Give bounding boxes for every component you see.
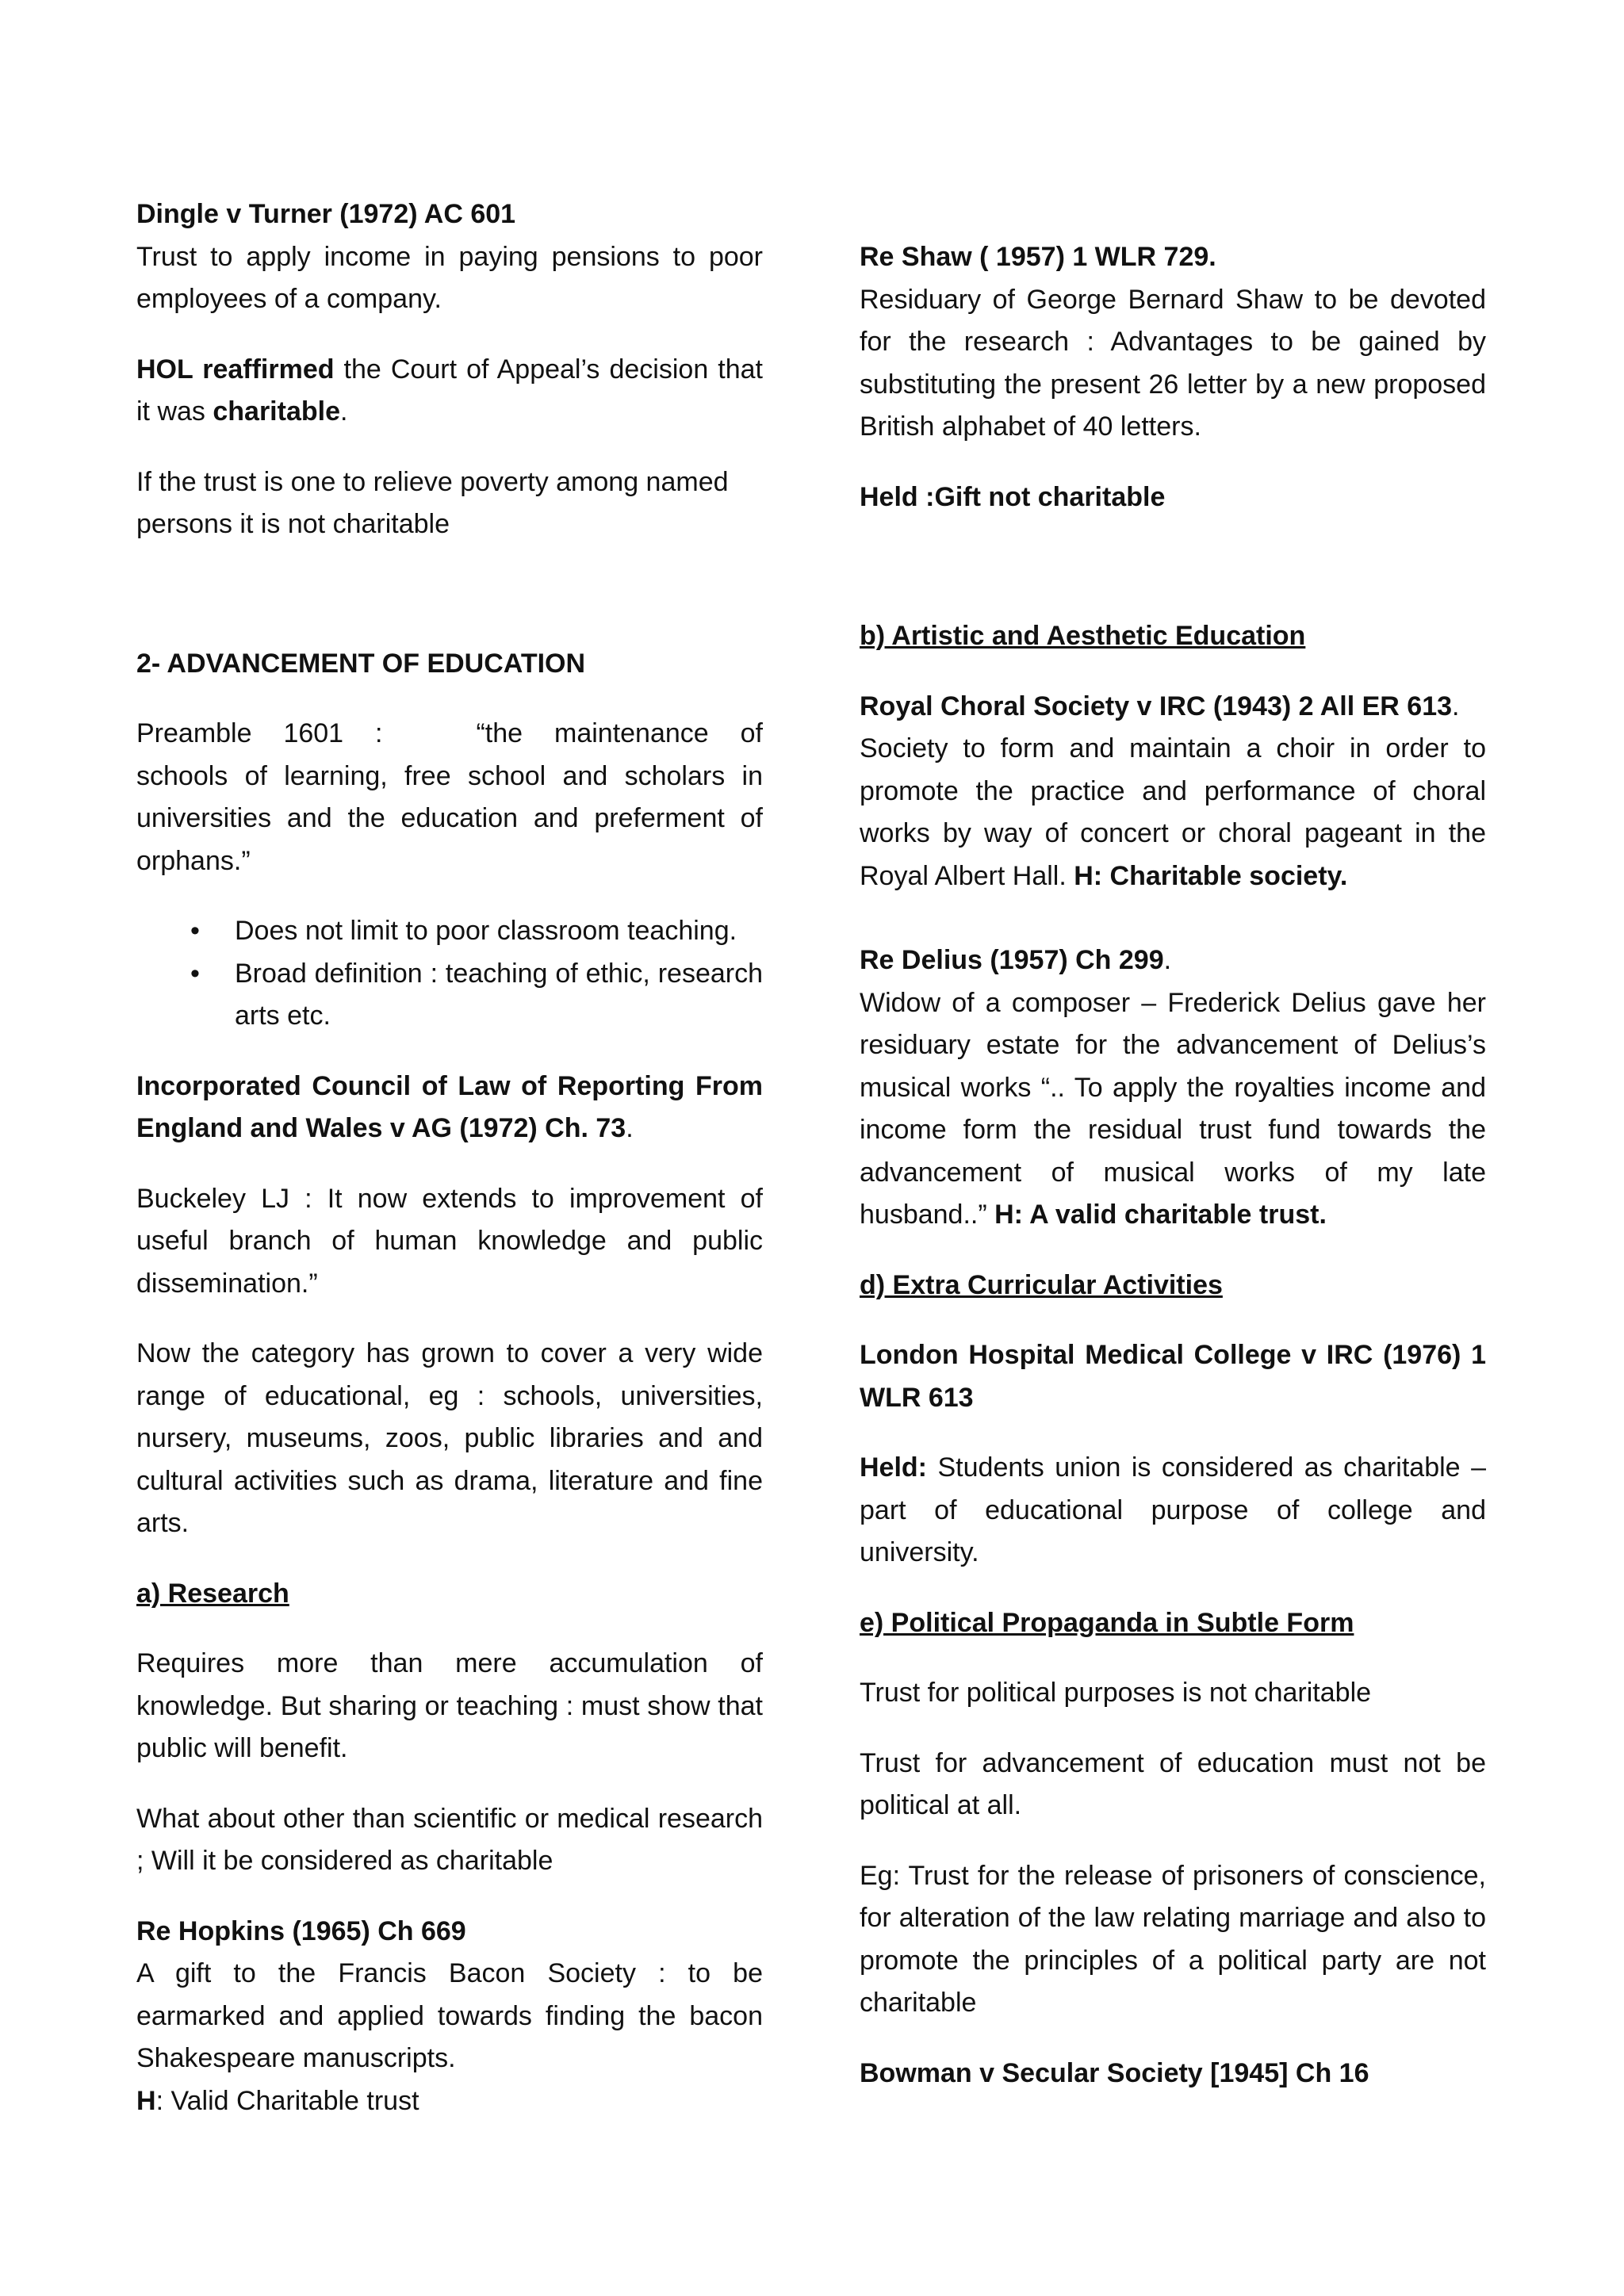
case-title-hopkins: Re Hopkins (1965) Ch 669	[136, 1915, 466, 1946]
hol-paragraph	[136, 349, 763, 434]
council-title-end: .	[626, 1113, 634, 1143]
case-desc-dingle: Trust to apply income in paying pensions to poor employees of a company.	[136, 241, 763, 314]
bullet-item: • Broad definition : teaching of ethic, research arts etc.	[136, 953, 763, 1038]
choral-title-end: .	[1452, 691, 1460, 721]
case-title-council	[136, 1066, 763, 1150]
subheading-research: a) Research	[136, 1578, 289, 1609]
case-desc-choral	[860, 728, 1486, 897]
subheading-extra-curricular: d) Extra Curricular Activities	[860, 1269, 1223, 1300]
choral-title-text: Royal Choral Society v IRC (1943) 2 All ER 613	[860, 691, 1453, 721]
education-bullet-list	[136, 910, 763, 1038]
hol-charitable: charitable	[213, 396, 340, 427]
buckeley-paragraph: Buckeley LJ : It now extends to improvement of useful branch of human knowledge and public dissemination.”	[136, 1183, 763, 1299]
left-column	[136, 193, 763, 2122]
london-held-label: Held:	[860, 1452, 927, 1483]
hol-label: HOL reaffirmed	[136, 354, 335, 385]
council-title-text: Incorporated Council of Law of Reporting From England and Wales v AG (1972) Ch. 73	[136, 1070, 763, 1143]
choral-held: H: Charitable society.	[1074, 860, 1348, 891]
delius-desc-text: Widow of a composer – Frederick Delius gave her residuary estate for the advancement of Delius’s musical works “.. To apply the royalties income and income form the residual trust fund towards the advancement of musical works of my late husband..”	[860, 987, 1486, 1230]
category-paragraph: Now the category has grown to cover a very wide range of educational, eg : schools, universities, nursery, museums, zoos, public libraries and and cultural activities such as drama, literature and fine arts.	[136, 1338, 763, 1538]
choral-desc-text: Society to form and maintain a choir in order to promote the practice and performance of choral works by way of concert or choral pageant in the Royal Albert Hall.	[860, 733, 1486, 891]
case-title-delius	[860, 939, 1486, 982]
political-example-paragraph: Eg: Trust for the release of prisoners of conscience, for alteration of the law relating marriage and also to promote the principles of a political party are not charitable	[860, 1860, 1486, 2018]
london-held-paragraph	[860, 1447, 1486, 1575]
delius-title-end: .	[1163, 945, 1172, 975]
case-desc-delius	[860, 982, 1486, 1237]
preamble-paragraph	[136, 713, 763, 882]
hol-end: .	[339, 396, 348, 427]
other-research-paragraph: What about other than scientific or medical research ; Will it be considered as charitable	[136, 1803, 763, 1876]
right-column	[860, 236, 1486, 2095]
preamble-quote: “the maintenance of schools of learning, free school and scholars in universities and the education and preferment of orphans.”	[136, 718, 763, 876]
hopkins-held	[136, 2080, 763, 2123]
preamble-label: Preamble 1601 :	[136, 718, 383, 748]
bullet-item: • Does not limit to poor classroom teaching.	[136, 910, 763, 953]
hopkins-held-label: H	[136, 2085, 156, 2116]
hopkins-held-text: : Valid Charitable trust	[155, 2085, 419, 2116]
case-title-london: London Hospital Medical College v IRC (1976) 1 WLR 613	[860, 1340, 1486, 1413]
case-title-choral	[860, 686, 1486, 729]
subheading-artistic: b) Artistic and Aesthetic Education	[860, 621, 1306, 651]
case-title-dingle: Dingle v Turner (1972) AC 601	[136, 199, 516, 229]
political-paragraph-2: Trust for advancement of education must not be political at all.	[860, 1747, 1486, 1820]
delius-held: H: A valid charitable trust.	[994, 1200, 1327, 1230]
section-heading-education: 2- ADVANCEMENT OF EDUCATION	[136, 648, 586, 679]
poverty-named-paragraph: If the trust is one to relieve poverty among named persons it is not charitable	[136, 466, 729, 539]
case-desc-hopkins: A gift to the Francis Bacon Society : to be earmarked and applied towards finding the bacon Shakespeare manuscripts.	[136, 1958, 763, 2073]
delius-title-text: Re Delius (1957) Ch 299	[860, 945, 1164, 975]
hol-text: the Court of Appeal’s decision that it was	[136, 354, 763, 427]
london-held-text: Students union is considered as charitable – part of educational purpose of college and university.	[860, 1452, 1486, 1567]
political-paragraph-1: Trust for political purposes is not charitable	[860, 1678, 1372, 1708]
case-desc-shaw: Residuary of George Bernard Shaw to be devoted for the research : Advantages to be gained by substituting the present 26 letter by a new proposed British alphabet of 40 letters.	[860, 284, 1486, 442]
case-title-bowman: Bowman v Secular Society [1945] Ch 16	[860, 2057, 1369, 2088]
research-paragraph: Requires more than mere accumulation of knowledge. But sharing or teaching : must show that public will benefit.	[136, 1648, 763, 1763]
shaw-held: Held :Gift not charitable	[860, 481, 1166, 512]
subheading-political: e) Political Propaganda in Subtle Form	[860, 1607, 1354, 1638]
case-title-shaw: Re Shaw ( 1957) 1 WLR 729.	[860, 242, 1216, 272]
